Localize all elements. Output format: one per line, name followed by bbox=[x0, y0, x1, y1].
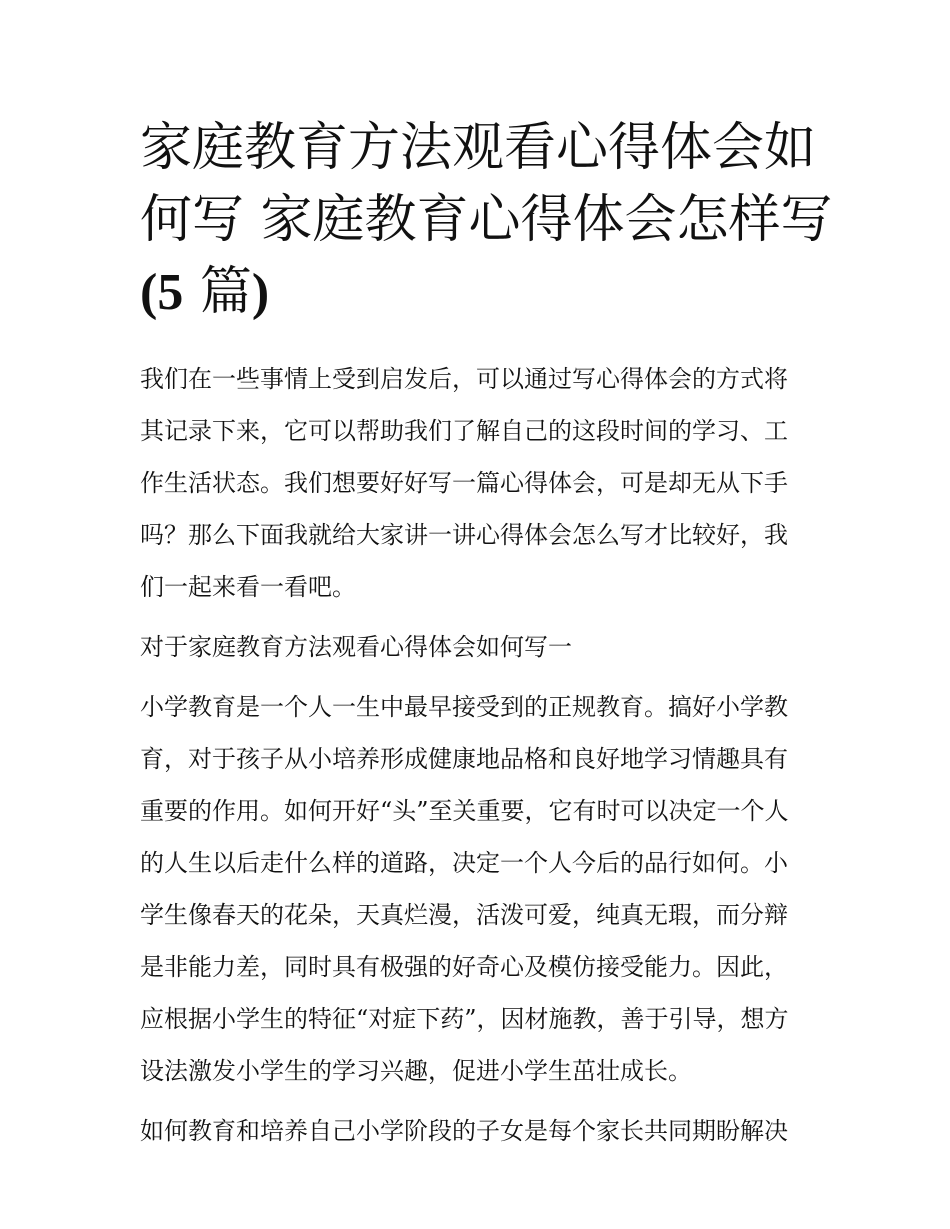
document-body bbox=[140, 353, 820, 1165]
intro-line: 们一起来看一看吧。 bbox=[140, 573, 356, 601]
body-paragraph-1 bbox=[140, 681, 820, 1097]
paragraph-line: 育，对于孩子从小培养形成健康地品格和良好地学习情趣具有 bbox=[140, 745, 788, 773]
paragraph-line: 的人生以后走什么样的道路，决定一个人今后的品行如何。小 bbox=[140, 849, 788, 877]
intro-line: 我们在一些事情上受到启发后，可以通过写心得体会的方式将 bbox=[140, 365, 788, 393]
intro-line: 其记录下来，它可以帮助我们了解自己的这段时间的学习、工 bbox=[140, 417, 788, 445]
body-paragraph-2 bbox=[140, 1105, 820, 1157]
paragraph-line: 小学教育是一个人一生中最早接受到的正规教育。搞好小学教 bbox=[140, 693, 788, 721]
paragraph-line: 学生像春天的花朵，天真烂漫，活泼可爱，纯真无瑕，而分辩 bbox=[140, 901, 788, 929]
title-line-2: 何写 家庭教育心得体会怎样写 bbox=[140, 190, 833, 250]
title-paren-close: ) bbox=[251, 264, 270, 321]
title-line-3 bbox=[140, 256, 820, 329]
intro-line: 作生活状态。我们想要好好写一篇心得体会，可是却无从下手 bbox=[140, 469, 788, 497]
paragraph-line: 如何教育和培养自己小学阶段的子女是每个家长共同期盼解决 bbox=[140, 1117, 788, 1145]
title-count-number: 5 bbox=[157, 264, 184, 321]
document-title bbox=[140, 112, 833, 329]
section-heading-text: 对于家庭教育方法观看心得体会如何写一 bbox=[140, 633, 572, 661]
paragraph-line: 是非能力差，同时具有极强的好奇心及模仿接受能力。因此， bbox=[140, 953, 788, 981]
intro-line: 吗？那么下面我就给大家讲一讲心得体会怎么写才比较好，我 bbox=[140, 521, 788, 549]
paragraph-line: 应根据小学生的特征“对症下药”，因材施教，善于引导，想方 bbox=[140, 1005, 789, 1033]
title-count-word: 篇 bbox=[183, 262, 252, 322]
section-heading bbox=[140, 621, 820, 673]
paragraph-line: 设法激发小学生的学习兴趣，促进小学生茁壮成长。 bbox=[140, 1057, 692, 1085]
paragraph-line: 重要的作用。如何开好“头”至关重要，它有时可以决定一个人 bbox=[140, 797, 789, 825]
title-line-1: 家庭教育方法观看心得体会如 bbox=[140, 118, 817, 178]
title-paren-open: ( bbox=[140, 264, 158, 321]
intro-paragraph bbox=[140, 353, 820, 613]
